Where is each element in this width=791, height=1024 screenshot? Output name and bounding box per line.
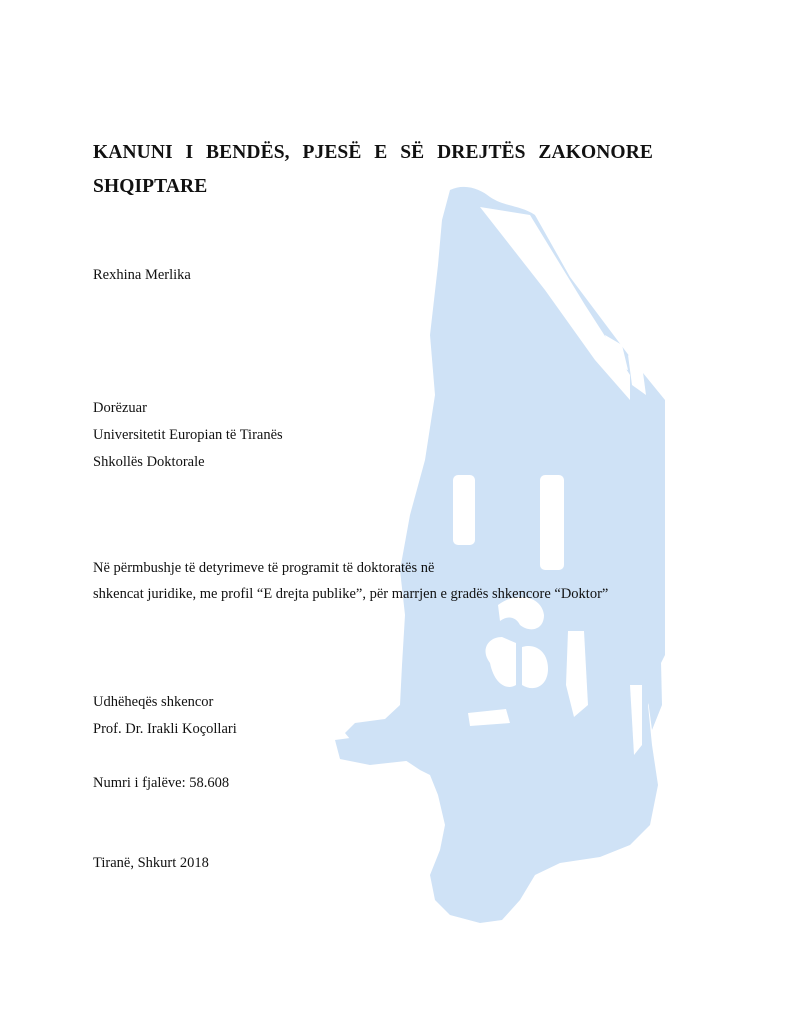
author-name: Rexhina Merlika [93, 267, 191, 283]
university-name: Universitetit Europian të Tiranës [93, 427, 283, 443]
fulfillment-statement-line-2: shkencat juridike, me profil “E drejta publike”, për marrjen e gradës shkencore “Doktor” [93, 586, 609, 602]
school-name: Shkollës Doktorale [93, 454, 205, 470]
supervisor-name: Prof. Dr. Irakli Koçollari [93, 721, 237, 737]
fulfillment-statement-line-1: Në përmbushje të detyrimeve të programit të doktoratës në [93, 560, 435, 576]
document-title: KANUNI I BENDËS, PJESË E SË DREJTËS ZAKONORE SHQIPTARE [93, 142, 653, 197]
submitted-label: Dorëzuar [93, 400, 147, 416]
university-logo-watermark [330, 185, 665, 925]
word-count: Numri i fjalëve: 58.608 [93, 775, 230, 791]
supervisor-label: Udhëheqës shkencor [93, 694, 214, 710]
place-and-date: Tiranë, Shkurt 2018 [93, 855, 209, 871]
